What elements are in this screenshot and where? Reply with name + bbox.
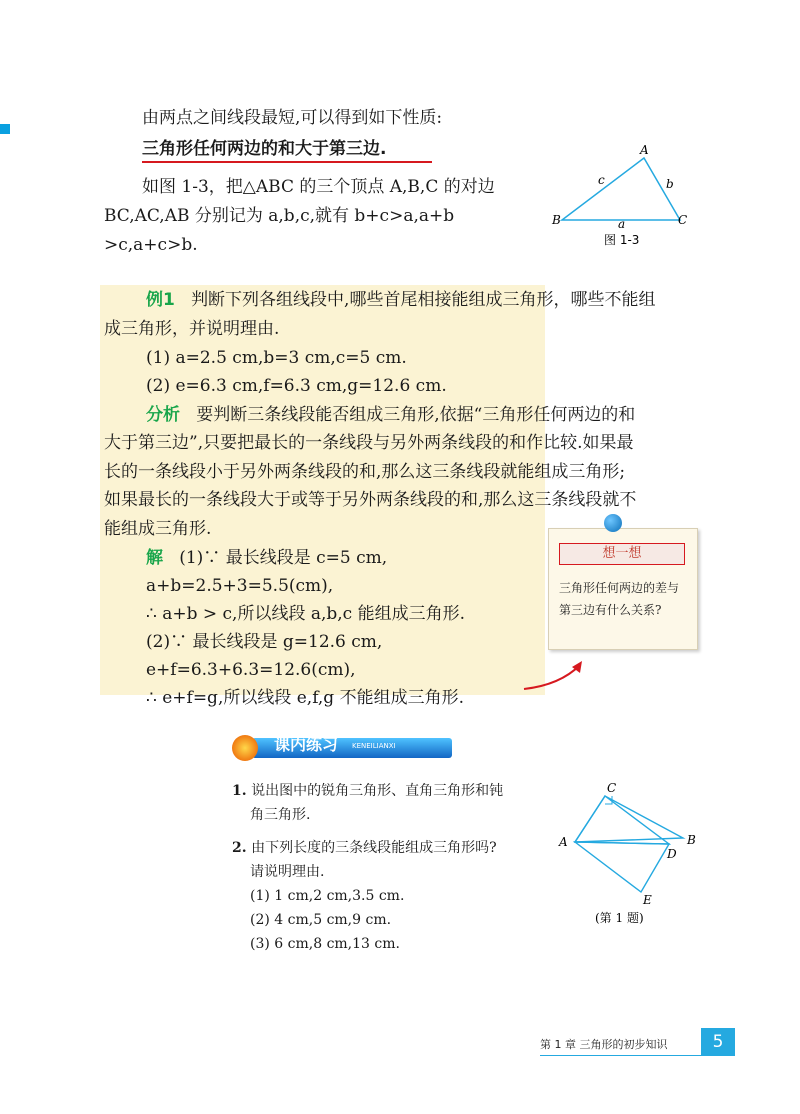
- label-side-a: a: [618, 217, 626, 231]
- solution-text-1: (1)∵ 最长线段是 c=5 cm,: [179, 548, 388, 568]
- solution-line-3: ∴ a+b > c,所以线段 a,b,c 能组成三角形.: [146, 604, 466, 624]
- label-point-c: C: [607, 781, 617, 795]
- theorem-text: 三角形任何两边的和大于第三边.: [142, 139, 387, 159]
- example-label: 例1: [146, 290, 175, 310]
- analysis-text-1: 要判断三条线段能否组成三角形,依据“三角形任何两边的和: [196, 405, 636, 425]
- solution-line-4: (2)∵ 最长线段是 g=12.6 cm,: [146, 632, 383, 652]
- exercise-2-item-1: (1) 1 cm,2 cm,3.5 cm.: [250, 888, 405, 904]
- star-burst-icon: [232, 735, 258, 761]
- exercise-1-number: 1.: [232, 783, 247, 799]
- think-note-title: 想一想: [559, 543, 685, 565]
- curved-arrow-icon: [520, 655, 590, 695]
- example-item-2: (2) e=6.3 cm,f=6.3 cm,g=12.6 cm.: [146, 376, 447, 396]
- intro-text: 由两点之间线段最短,可以得到如下性质:: [142, 108, 443, 128]
- solution-line-6: ∴ e+f=g,所以线段 e,f,g 不能组成三角形.: [146, 688, 464, 708]
- exercise-1-line-2: 角三角形.: [250, 807, 311, 823]
- solution-label: 解: [146, 548, 163, 568]
- triangle-ade: [575, 842, 669, 892]
- label-point-e: E: [643, 893, 652, 907]
- solution-line-5: e+f=6.3+6.3=12.6(cm),: [146, 660, 356, 680]
- pushpin-icon: [604, 514, 622, 532]
- label-vertex-a: A: [640, 143, 649, 157]
- analysis-label: 分析: [146, 405, 180, 425]
- label-vertex-c: C: [678, 213, 688, 227]
- example-item-1: (1) a=2.5 cm,b=3 cm,c=5 cm.: [146, 348, 407, 368]
- banner-title: 课内练习: [274, 735, 339, 754]
- page-number: 5: [701, 1028, 735, 1056]
- solution-line-2: a+b=2.5+3=5.5(cm),: [146, 576, 334, 596]
- analysis-line-3: 长的一条线段小于另外两条线段的和,那么这三条线段就能组成三角形;: [104, 462, 626, 482]
- analysis-line-5: 能组成三角形.: [104, 519, 212, 539]
- exercise-1-line-1: [232, 781, 503, 801]
- label-point-b: B: [687, 833, 696, 847]
- analysis-line-4: 如果最长的一条线段大于或等于另外两条线段的和,那么这三条线段就不: [104, 490, 637, 510]
- exercise-2-item-2: (2) 4 cm,5 cm,9 cm.: [250, 912, 392, 928]
- label-vertex-b: B: [552, 213, 561, 227]
- exercise-2-item-3: (3) 6 cm,8 cm,13 cm.: [250, 936, 400, 952]
- explanation-line-2: BC,AC,AB 分别记为 a,b,c,就有 b+c>a,a+b: [104, 206, 455, 226]
- example-question-line-2: 成三角形，并说明理由.: [104, 319, 280, 339]
- figure-1-3: [550, 140, 700, 250]
- label-side-b: b: [666, 177, 674, 191]
- banner-subtitle: KENEILIANXI: [352, 742, 396, 750]
- figure-question-1: [555, 778, 715, 928]
- figure-question-1-caption: (第 1 题): [595, 911, 644, 925]
- exercise-2-number: 2.: [232, 840, 247, 856]
- analysis-line-1: [146, 403, 635, 427]
- exercise-2-line-1: [232, 838, 497, 858]
- exercise-2-line-2: 请说明理由.: [250, 864, 325, 880]
- triangle-acb: [575, 796, 683, 842]
- example-question-line-1: [146, 288, 655, 312]
- solution-line-1: [146, 546, 387, 570]
- chapter-footer: 第 1 章 三角形的初步知识: [540, 1038, 668, 1051]
- margin-marker: [0, 124, 10, 134]
- exercise-1-text-1: 说出图中的锐角三角形、直角三角形和钝: [251, 783, 504, 799]
- triangle-acd: [575, 796, 669, 844]
- theorem-underline: [142, 161, 432, 163]
- example-question-text-1: 判断下列各组线段中,哪些首尾相接能组成三角形，哪些不能组: [191, 290, 656, 310]
- label-point-a: A: [559, 835, 568, 849]
- label-side-c: c: [598, 173, 605, 187]
- footer-rule: [540, 1055, 735, 1056]
- explanation-line-3: >c,a+c>b.: [104, 235, 198, 255]
- figure-1-3-caption: 图 1-3: [604, 233, 640, 247]
- analysis-line-2: 大于第三边”,只要把最长的一条线段与另外两条线段的和作比较.如果最: [104, 433, 634, 453]
- exercise-2-text-1: 由下列长度的三条线段能组成三角形吗?: [251, 840, 497, 856]
- explanation-line-1: 如图 1-3，把△ABC 的三个顶点 A,B,C 的对边: [142, 177, 495, 197]
- triangle-abc: [562, 158, 680, 220]
- exercise-banner: [232, 735, 454, 761]
- label-point-d: D: [667, 847, 677, 861]
- think-note-text: 三角形任何两边的差与第三边有什么关系?: [559, 581, 680, 617]
- think-note: [548, 528, 698, 650]
